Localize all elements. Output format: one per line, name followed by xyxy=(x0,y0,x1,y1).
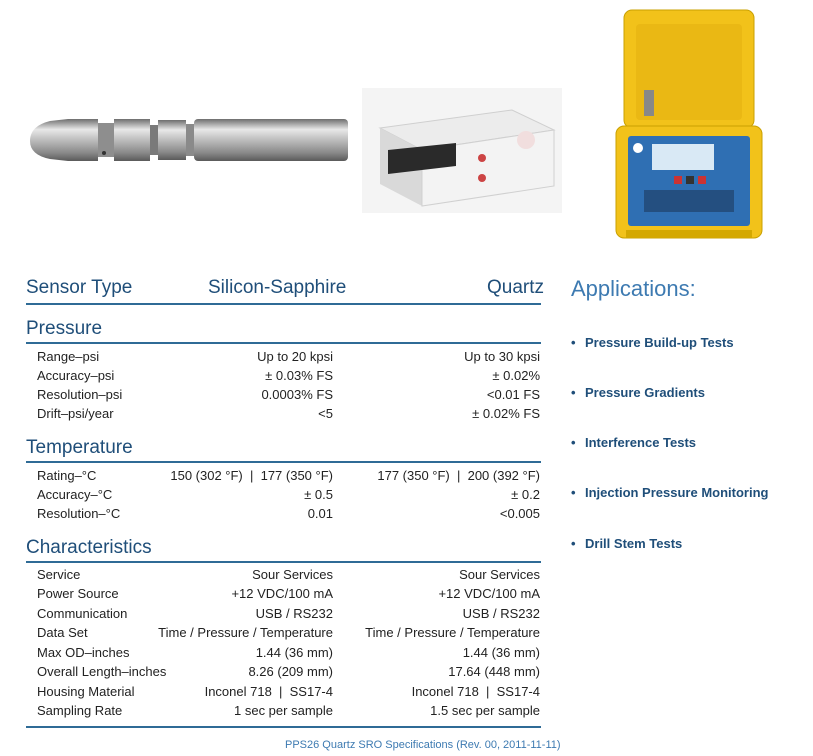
bullet-icon: • xyxy=(571,335,576,350)
document-footer: PPS26 Quartz SRO Specifications (Rev. 00, 2011-11-11) xyxy=(285,739,561,751)
section-divider xyxy=(26,561,541,563)
spec-row xyxy=(37,506,540,525)
spec-value-silicon: 0.01 xyxy=(307,506,333,521)
applications-title: Applications: xyxy=(571,276,696,301)
spec-value-quartz: 1.44 (36 mm) xyxy=(462,645,540,660)
sensor-type-header: Sensor Type xyxy=(26,277,133,298)
spec-value-quartz: Up to 30 kpsi xyxy=(464,349,540,364)
spec-value-silicon: Time / Pressure / Temperature xyxy=(158,625,333,640)
spec-row xyxy=(37,703,540,722)
spec-row xyxy=(37,487,540,506)
bullet-icon: • xyxy=(571,536,576,551)
spec-value-silicon: 0.0003% FS xyxy=(261,387,333,402)
spec-value-quartz: ± 0.02% xyxy=(492,368,540,383)
spec-label: Resolution–psi xyxy=(37,387,123,402)
spec-row xyxy=(37,349,540,368)
spec-label: Resolution–°C xyxy=(37,506,121,521)
spec-value-silicon: 1.44 (36 mm) xyxy=(255,645,333,660)
section-title-characteristics: Characteristics xyxy=(26,537,152,558)
section-title-temperature: Temperature xyxy=(26,437,133,458)
section-divider xyxy=(26,342,541,344)
spec-value-silicon: Inconel 718 | SS17-4 xyxy=(204,684,333,699)
spec-row xyxy=(37,567,540,586)
spec-label: Power Source xyxy=(37,586,119,601)
spec-value-quartz: +12 VDC/100 mA xyxy=(438,586,540,601)
spec-value-silicon: 1 sec per sample xyxy=(234,703,333,718)
field-case-image xyxy=(604,4,774,242)
spec-value-quartz: Sour Services xyxy=(459,567,540,582)
application-label: Pressure Gradients xyxy=(585,385,705,400)
application-label: Interference Tests xyxy=(585,435,697,450)
spec-value-silicon: 8.26 (209 mm) xyxy=(248,664,333,679)
spec-row xyxy=(37,586,540,605)
gauge-probe-image xyxy=(28,108,350,172)
spec-label: Data Set xyxy=(37,625,88,640)
spec-value-silicon: <5 xyxy=(318,406,333,421)
section-divider xyxy=(26,461,541,463)
spec-value-quartz: 177 (350 °F) | 200 (392 °F) xyxy=(377,468,540,483)
spec-label: Max OD–inches xyxy=(37,645,130,660)
application-item xyxy=(571,536,682,551)
spec-value-quartz: ± 0.02% FS xyxy=(472,406,540,421)
bullet-icon: • xyxy=(571,435,576,450)
spec-label: Overall Length–inches xyxy=(37,664,167,679)
quartz-header: Quartz xyxy=(487,277,545,298)
spec-value-silicon: 150 (302 °F) | 177 (350 °F) xyxy=(170,468,333,483)
spec-value-silicon: +12 VDC/100 mA xyxy=(231,586,333,601)
spec-value-quartz: Inconel 718 | SS17-4 xyxy=(411,684,540,699)
spec-value-quartz: <0.005 xyxy=(499,506,540,521)
spec-row xyxy=(37,684,540,703)
spec-row xyxy=(37,606,540,625)
application-label: Drill Stem Tests xyxy=(585,536,683,551)
application-item xyxy=(571,385,705,400)
spec-row xyxy=(37,406,540,425)
spec-value-quartz: ± 0.2 xyxy=(511,487,540,502)
spec-value-silicon: ± 0.03% FS xyxy=(265,368,333,383)
silicon-sapphire-header: Silicon-Sapphire xyxy=(208,277,347,298)
spec-label: Rating–°C xyxy=(37,468,97,483)
spec-value-quartz: Time / Pressure / Temperature xyxy=(365,625,540,640)
bullet-icon: • xyxy=(571,485,576,500)
spec-label: Housing Material xyxy=(37,684,135,699)
application-item xyxy=(571,335,734,350)
section-title-pressure: Pressure xyxy=(26,318,103,339)
spec-label: Accuracy–psi xyxy=(37,368,115,383)
spec-label: Accuracy–°C xyxy=(37,487,113,502)
spec-row xyxy=(37,368,540,387)
spec-value-silicon: Sour Services xyxy=(252,567,333,582)
application-item xyxy=(571,435,696,450)
spec-row xyxy=(37,387,540,406)
spec-row xyxy=(37,645,540,664)
application-label: Injection Pressure Monitoring xyxy=(585,485,769,500)
table-bottom-divider xyxy=(26,726,541,728)
spec-row xyxy=(37,625,540,644)
spec-value-quartz: 1.5 sec per sample xyxy=(430,703,540,718)
application-label: Pressure Build-up Tests xyxy=(585,335,734,350)
spec-value-quartz: <0.01 FS xyxy=(486,387,540,402)
spec-value-silicon: USB / RS232 xyxy=(255,606,333,621)
bullet-icon: • xyxy=(571,385,576,400)
spec-value-silicon: ± 0.5 xyxy=(304,487,333,502)
spec-value-quartz: 17.64 (448 mm) xyxy=(448,664,540,679)
spec-value-silicon: Up to 20 kpsi xyxy=(257,349,333,364)
spec-label: Service xyxy=(37,567,81,582)
header-divider xyxy=(26,303,541,305)
spec-row xyxy=(37,664,540,683)
spec-label: Range–psi xyxy=(37,349,100,364)
spec-row xyxy=(37,468,540,487)
application-item xyxy=(571,485,768,500)
spec-label: Drift–psi/year xyxy=(37,406,114,421)
spec-value-quartz: USB / RS232 xyxy=(462,606,540,621)
spec-label: Sampling Rate xyxy=(37,703,123,718)
spec-label: Communication xyxy=(37,606,128,621)
surface-readout-box-image xyxy=(362,88,562,213)
